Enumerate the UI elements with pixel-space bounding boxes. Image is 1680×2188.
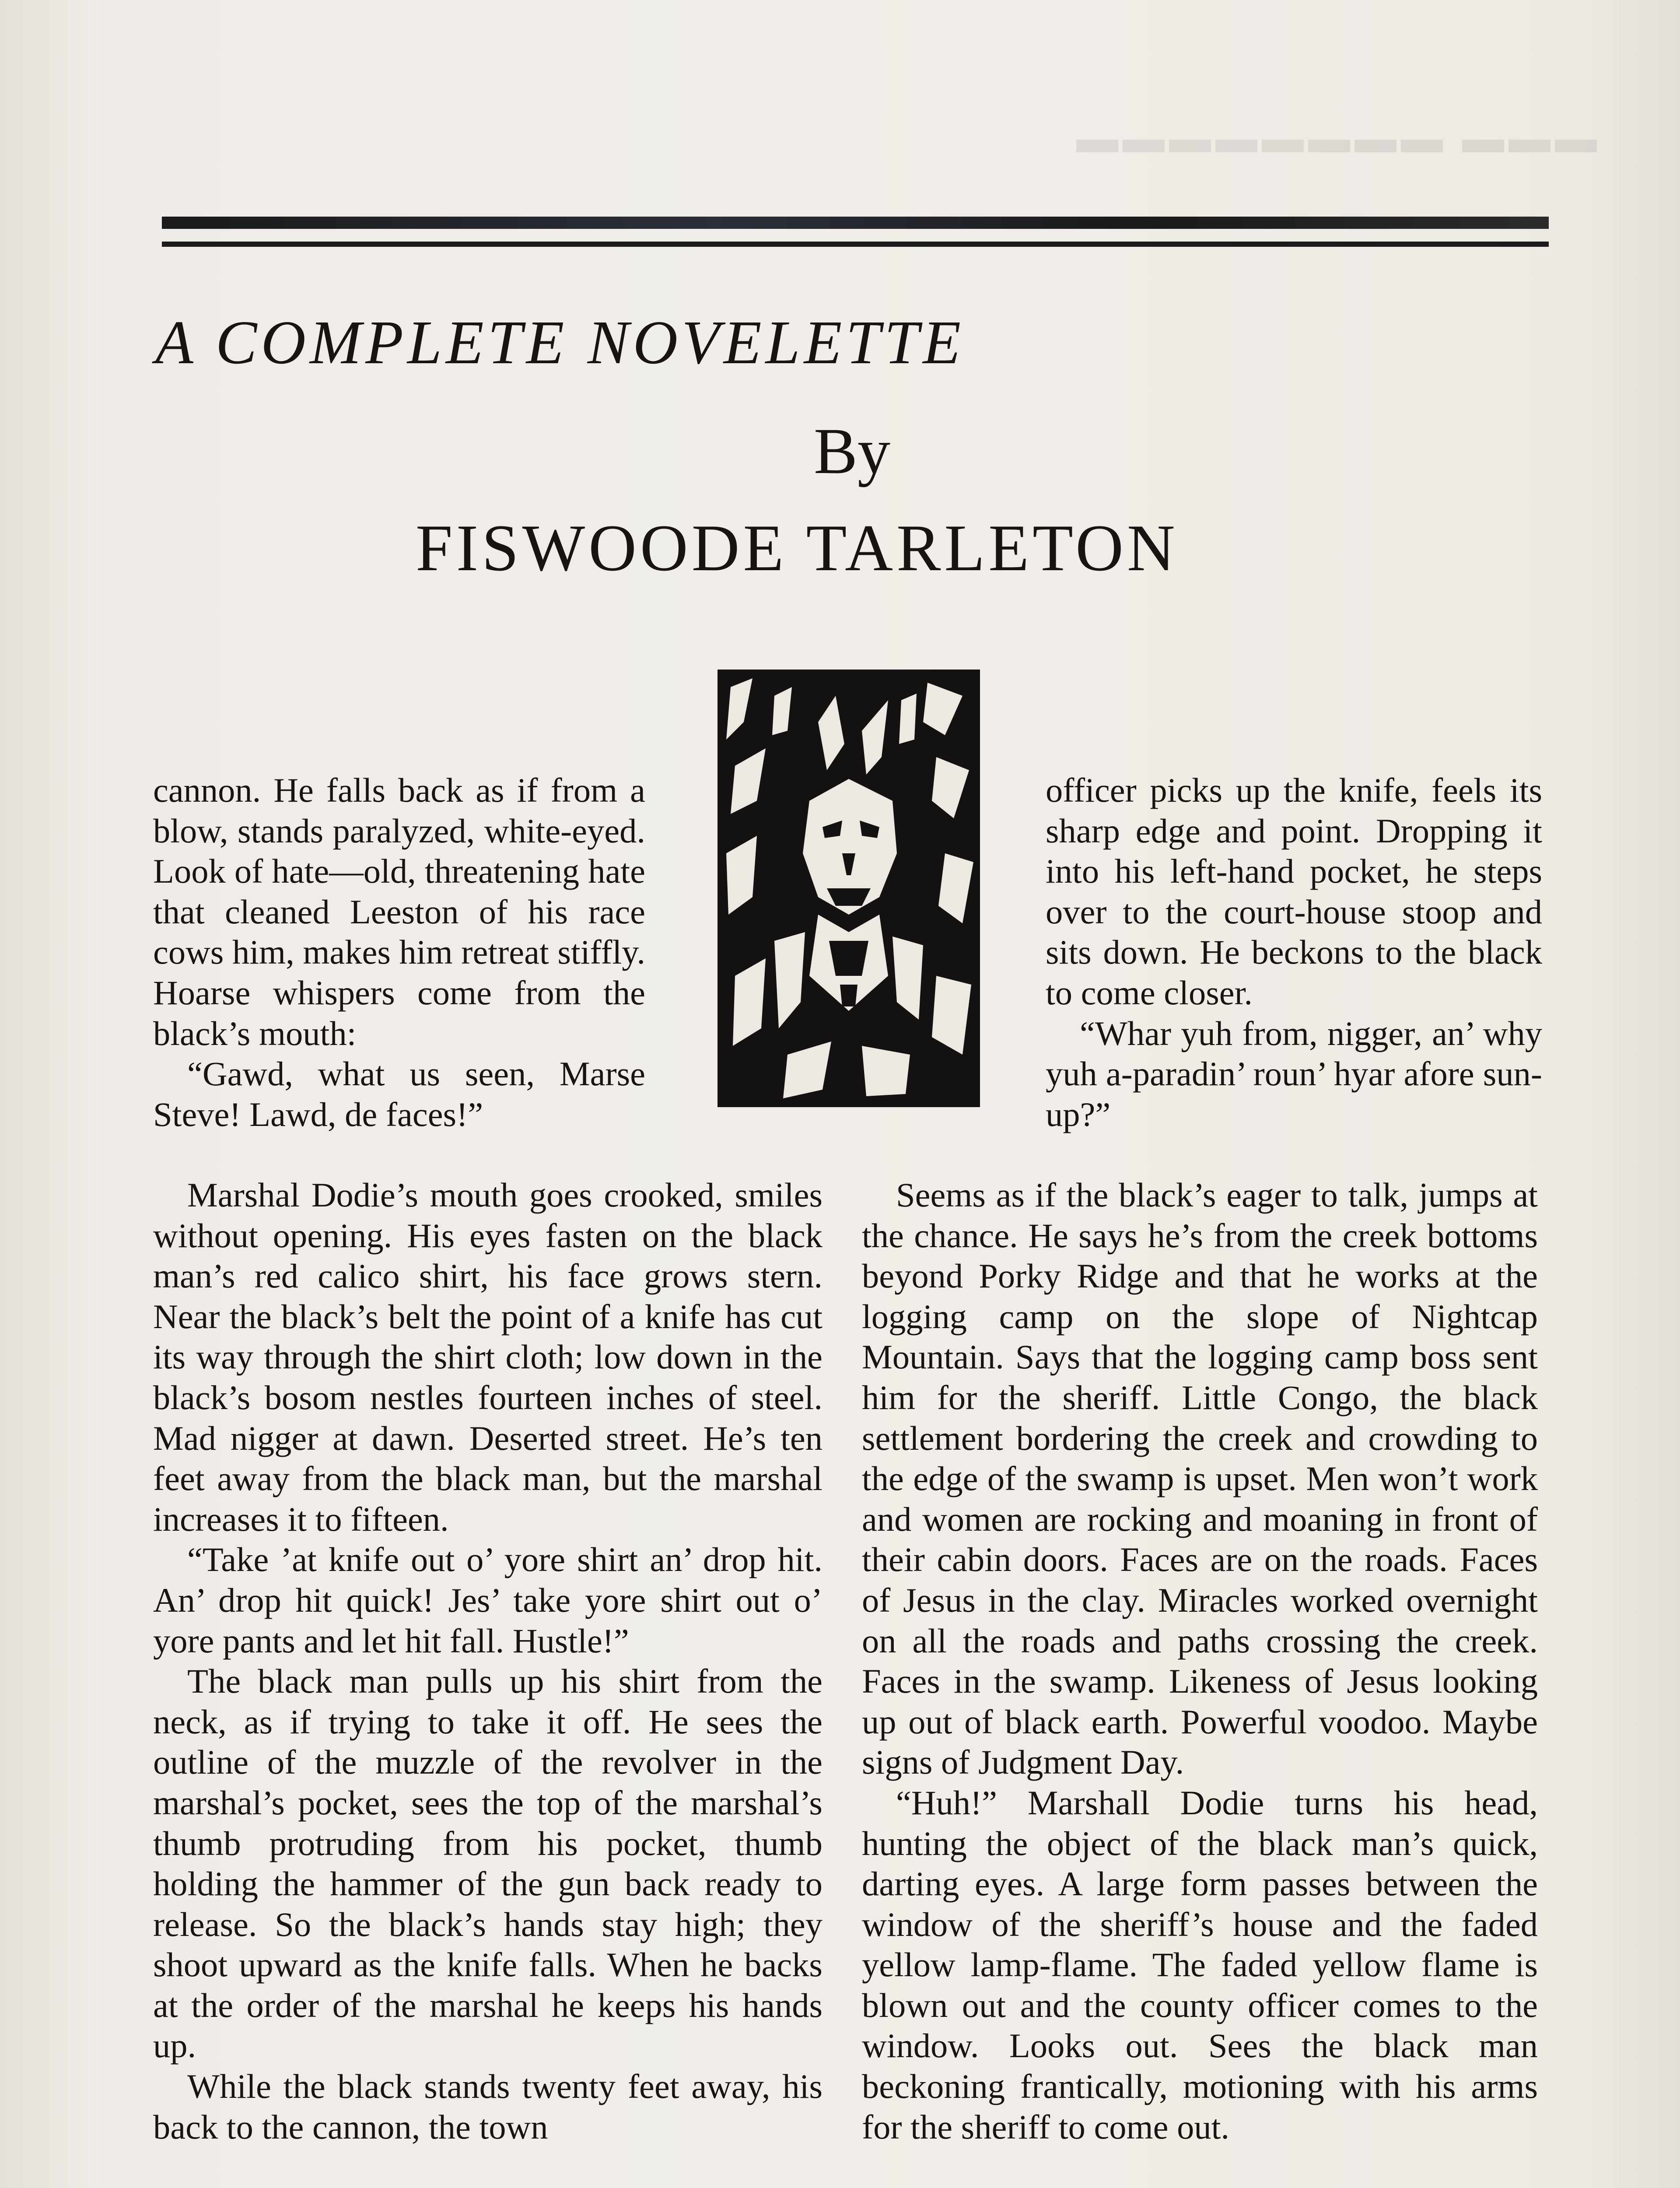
paragraph: While the black stands twenty feet away, his back to the cannon, the town [153,2067,822,2146]
right-column-text [862,1175,1538,2147]
paragraph: “Whar yuh from, nigger, an’ why yuh a-paradin’ roun’ hyar afore sun-up?” [1046,1014,1542,1133]
paragraph: officer picks up the knife, feels its sharp edge and point. Dropping it into his left-hand pocket, he steps over to the court-house stoop and sits down. He beckons to the black to come closer. [1046,771,1542,1012]
byline: By [814,415,891,487]
paragraph: Seems as if the black’s eager to talk, jumps at the chance. He says he’s from the creek bottoms beyond Porky Ridge and that he works at the logging camp on the slope of Nightcap Mountain. Says that the logging camp boss sent him for the sheriff. Little Congo, the black settlement bordering the creek and crowding to the edge of the swamp is upset. Men won’t work and women are rocking and moaning in front of their cabin doors. Faces are on the roads. Faces of Jesus in the clay. Miracles worked overnight on all the roads and paths crossing the creek. Faces in the swamp. Likeness of Jesus looking up out of black earth. Powerful voodoo. Maybe signs of Judgment Day. [862,1176,1538,1781]
paragraph: “Gawd, what us seen, Marse Steve! Lawd, de faces!” [153,1055,645,1133]
paragraph: “Take ’at knife out o’ yore shirt an’ drop hit. An’ drop hit quick! Jes’ take yore shirt out o’ yore pants and let hit fall. Hustle!” [153,1540,822,1660]
header-rule-thin [162,242,1549,247]
header-rule-thick [162,217,1549,229]
woodcut-devil-illustration [718,670,980,1107]
novelette-heading: A COMPLETE NOVELETTE [155,308,965,377]
paragraph: “Huh!” Marshall Dodie turns his head, hunting the object of the black man’s quick, darting eyes. A large form passes between the window of the sheriff’s house and the faded yellow lamp-flame. The faded yellow flame is blown out and the county officer comes to the window. Looks out. Sees the black man beckoning frantically, motioning with his arms for the sheriff to come out. [862,1783,1538,2146]
author-name: FISWOODE TARLETON [416,511,1179,585]
paragraph: Marshal Dodie’s mouth goes crooked, smiles without opening. His eyes fasten on the black man’s red calico shirt, his face grows stern. Near the black’s belt the point of a knife has cut its way through the shirt cloth; low down in the black’s bosom nestles fourteen inches of steel. Mad nigger at dawn. Deserted street. He’s ten feet away from the black man, but the marshal increases it to fifteen. [153,1176,822,1538]
show-through-text: ▬▬▬ ▬▬▬▬▬▬▬▬ [1072,115,1597,161]
paragraph: The black man pulls up his shirt from the neck, as if trying to take it off. He sees the outline of the muzzle of the revolver in the marshal’s pocket, sees the top of the marshal’s thumb protruding from his pocket, thumb holding the hammer of the gun back ready to release. So the black’s hands stay high; they shoot upward as the knife falls. When he backs at the order of the marshal he keeps his hands up. [153,1662,822,2065]
left-column-top-text [153,770,645,1135]
right-column-top-text [1046,770,1542,1135]
left-column-text [153,1175,822,2147]
paragraph: cannon. He falls back as if from a blow, stands paralyzed, white-eyed. Look of hate—old, threatening hate that cleaned Leeston of his race cows him, makes him retreat stiffly. Hoarse whispers come from the black’s mouth: [153,771,645,1052]
